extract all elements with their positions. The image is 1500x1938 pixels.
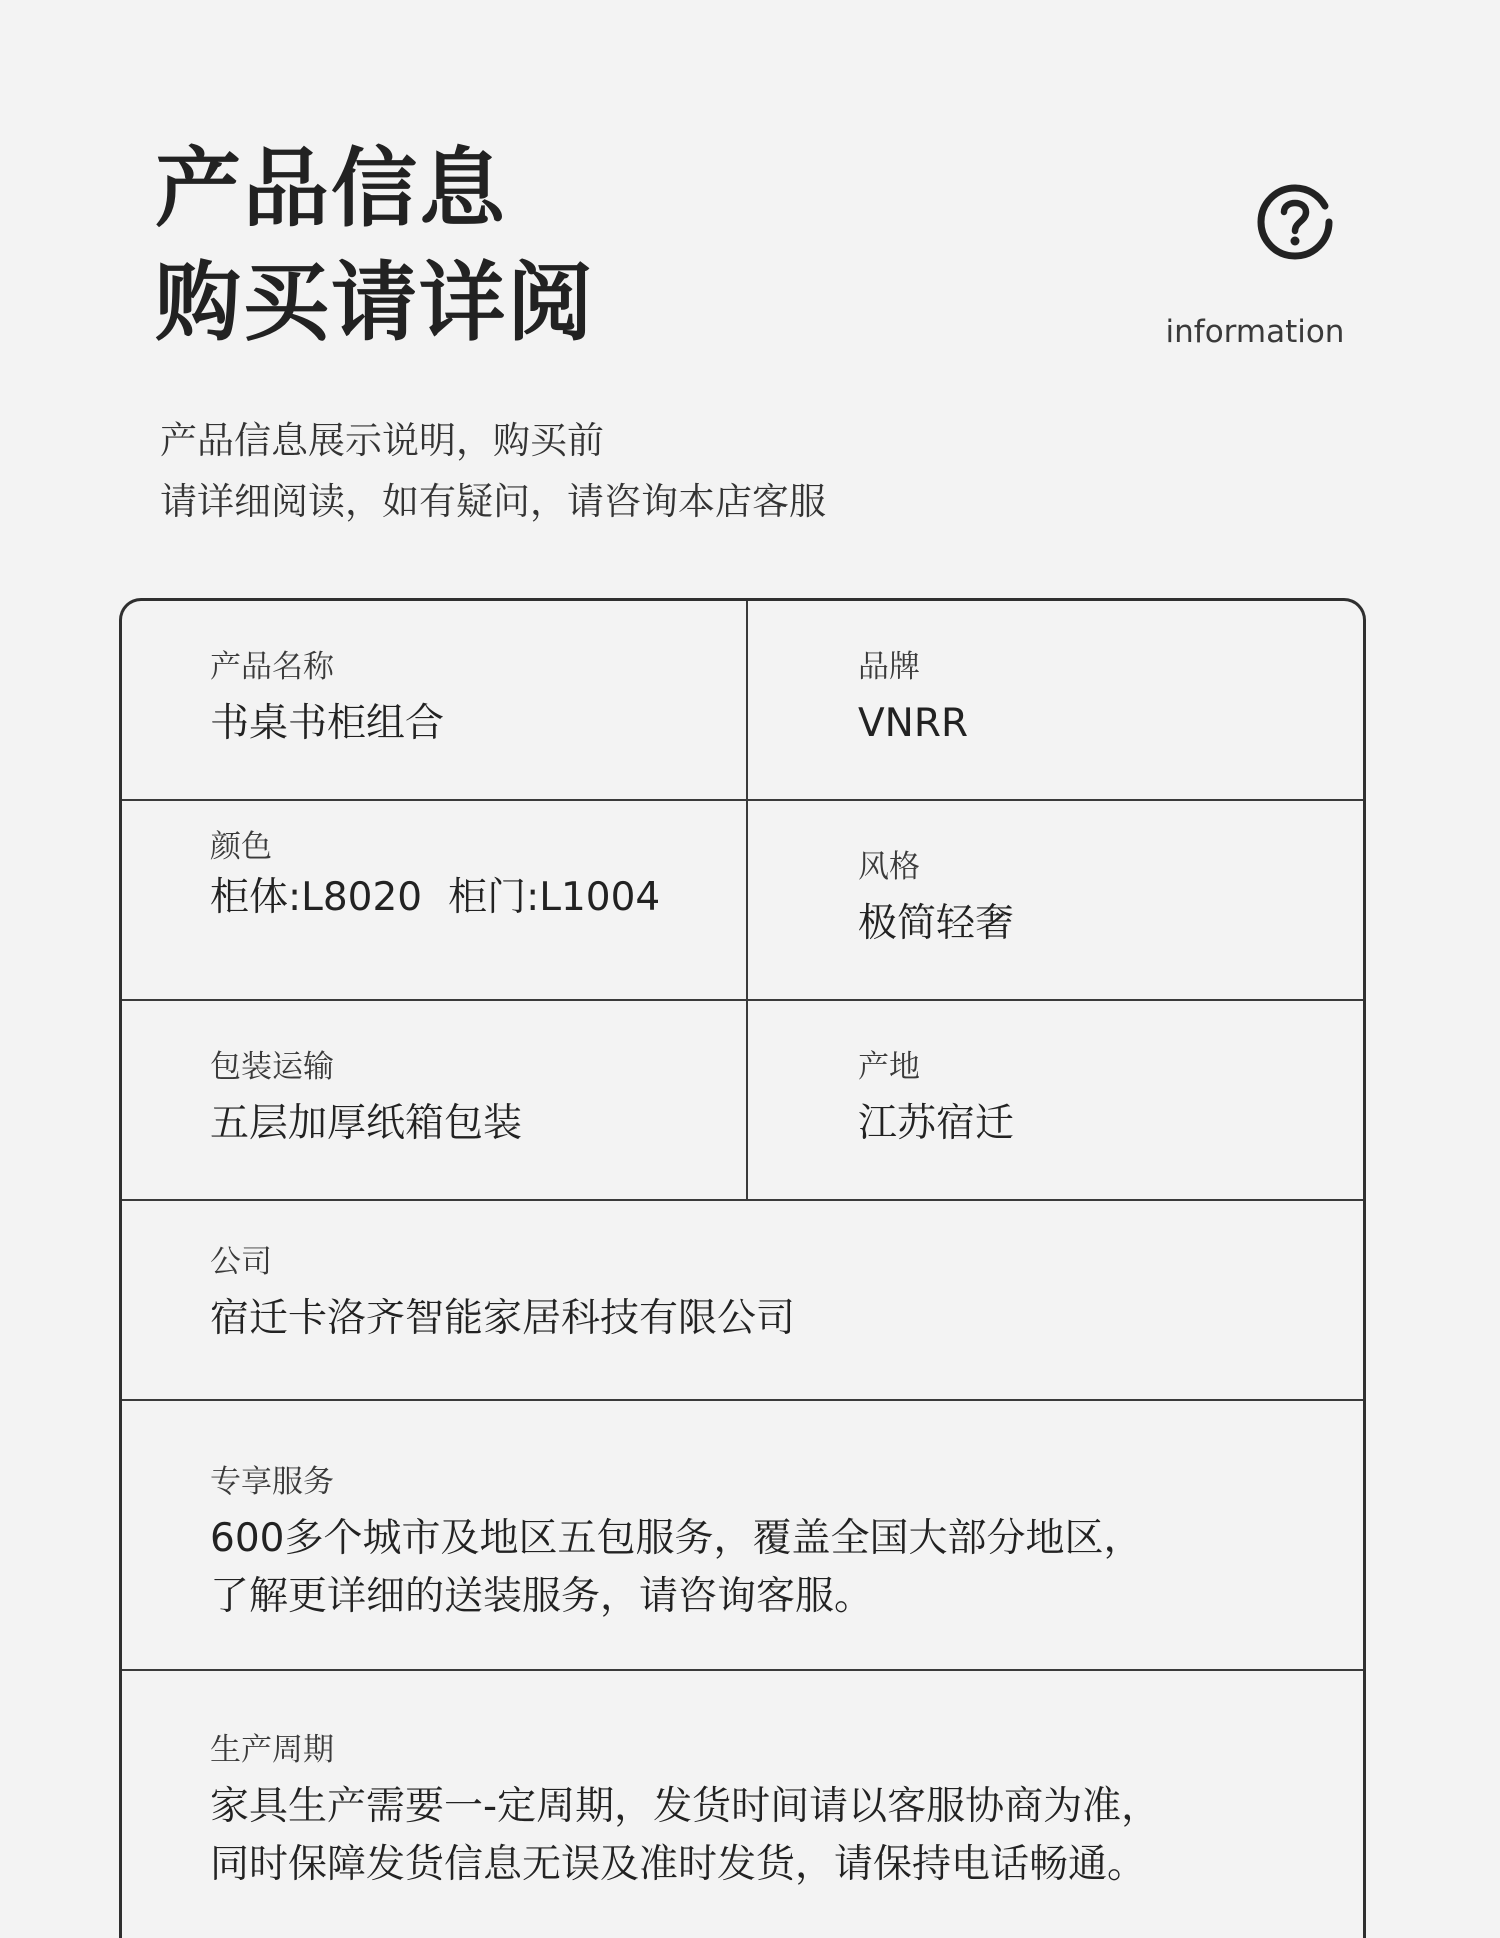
spec-value: 江苏宿迁 xyxy=(858,1101,1015,1146)
badge-caption: information xyxy=(1165,314,1345,350)
title-line-1: 产品信息 xyxy=(155,139,507,239)
spec-company xyxy=(210,1240,795,1348)
service-line-1: 600多个城市及地区五包服务，覆盖全国大部分地区， xyxy=(210,1516,1143,1561)
intro-text xyxy=(160,410,826,532)
spec-origin xyxy=(858,1045,1014,1153)
spec-packaging xyxy=(210,1045,522,1153)
spec-label: 产地 xyxy=(858,1049,920,1085)
color-door-value: 柜门:L1004 xyxy=(448,875,661,920)
color-body-value: 柜体:L8020 xyxy=(210,875,423,920)
spec-value: 五层加厚纸箱包装 xyxy=(210,1101,523,1146)
spec-product-name xyxy=(210,645,444,753)
row-divider xyxy=(122,999,1363,1001)
spec-brand xyxy=(858,645,968,753)
spec-label: 品牌 xyxy=(858,649,920,685)
service-line-2: 了解更详细的送装服务，请咨询客服。 xyxy=(210,1574,874,1619)
spec-production-cycle xyxy=(210,1728,1160,1894)
intro-line-2: 请详细阅读，如有疑问，请咨询本店客服 xyxy=(160,480,826,523)
spec-label: 专享服务 xyxy=(210,1464,334,1500)
spec-value: 书桌书柜组合 xyxy=(210,701,445,746)
spec-value: 极简轻奢 xyxy=(858,901,1015,946)
spec-color xyxy=(210,825,660,927)
spec-label: 颜色 xyxy=(210,829,272,865)
row-divider xyxy=(122,1669,1363,1671)
spec-value: VNRR xyxy=(858,701,969,746)
spec-label: 产品名称 xyxy=(210,649,334,685)
cycle-line-2: 同时保障发货信息无误及准时发货，请保持电话畅通。 xyxy=(210,1842,1147,1887)
spec-label: 包装运输 xyxy=(210,1049,334,1085)
spec-value xyxy=(210,1510,1142,1626)
spec-label: 生产周期 xyxy=(210,1732,334,1768)
spec-service xyxy=(210,1460,1142,1626)
row-divider xyxy=(122,1199,1363,1201)
row-divider xyxy=(122,799,1363,801)
spec-style xyxy=(858,845,1014,953)
spec-value xyxy=(210,1778,1160,1894)
spec-value xyxy=(210,869,660,927)
spec-table xyxy=(119,598,1366,1938)
row-divider xyxy=(122,1399,1363,1401)
cycle-line-1: 家具生产需要一-定周期，发货时间请以客服协商为准， xyxy=(210,1784,1161,1829)
intro-line-1: 产品信息展示说明，购买前 xyxy=(160,419,604,462)
title-line-2: 购买请详阅 xyxy=(155,253,595,353)
spec-label: 公司 xyxy=(210,1244,272,1280)
question-circle-icon xyxy=(1255,182,1335,262)
page-title xyxy=(155,132,595,360)
column-divider xyxy=(746,601,748,1199)
spec-label: 风格 xyxy=(858,849,920,885)
spec-value: 宿迁卡洛齐智能家居科技有限公司 xyxy=(210,1296,796,1341)
